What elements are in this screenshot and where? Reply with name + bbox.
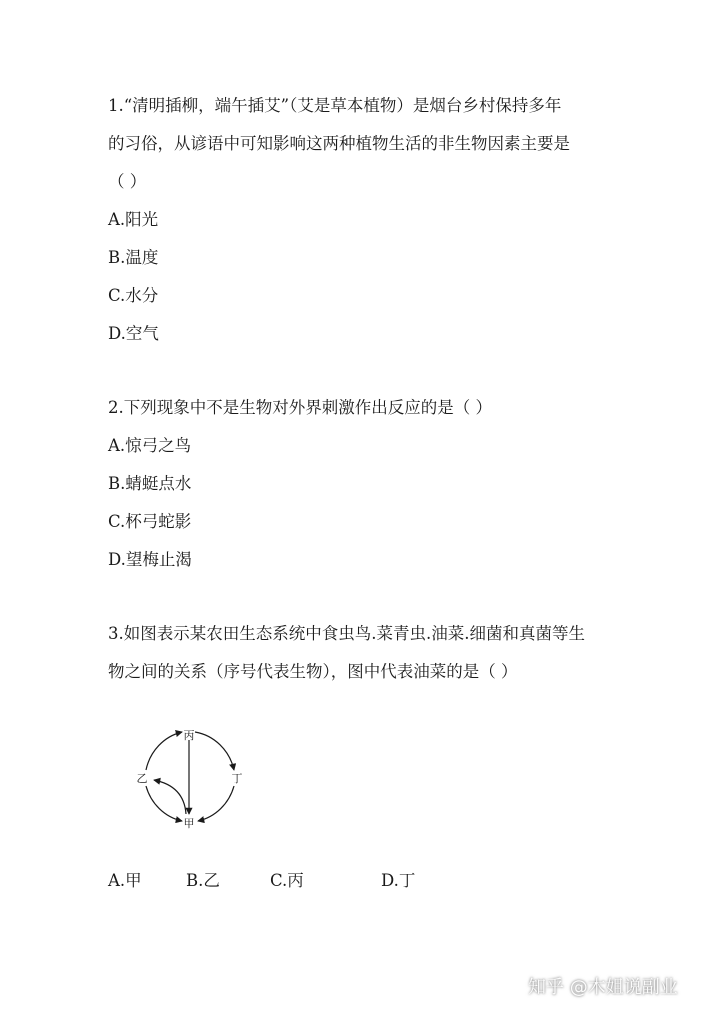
q1-stem-line-2: 的习俗，从谚语中可知影响这两种植物生活的非生物因素主要是	[108, 134, 570, 153]
q3-option-c: C.丙	[270, 871, 304, 890]
node-bottom-label: 甲	[183, 817, 195, 830]
q1-stem-line-3: （ ）	[108, 172, 147, 191]
q3-stem-line-1: 3.如图表示某农田生态系统中食虫鸟.菜青虫.油菜.细菌和真菌等生	[108, 624, 585, 643]
node-top-label: 丙	[183, 729, 195, 742]
q3-option-d: D.丁	[381, 871, 416, 890]
zhihu-watermark: 知乎 @木姐说副业	[528, 977, 678, 998]
food-web-diagram	[120, 718, 260, 836]
q3-option-a: A.甲	[108, 871, 142, 890]
q1-option-b: B.温度	[108, 248, 159, 267]
arrow-top-to-right	[195, 732, 234, 770]
q2-option-b: B.蜻蜓点水	[108, 474, 192, 493]
q1-option-a: A.阳光	[108, 210, 159, 229]
q1-stem-line-1: 1.“清明插柳，端午插艾”（艾是草本植物）是烟台乡村保持多年	[108, 96, 562, 115]
arrow-left-to-top	[146, 732, 182, 770]
q3-option-b: B.乙	[186, 871, 220, 890]
q2-option-a: A.惊弓之鸟	[108, 436, 192, 455]
q3-stem-line-2: 物之间的关系（序号代表生物），图中代表油菜的是（ ）	[108, 662, 518, 681]
node-right-label: 丁	[231, 772, 243, 785]
q1-option-d: D.空气	[108, 324, 159, 343]
node-left-label: 乙	[136, 772, 148, 785]
q2-option-c: C.杯弓蛇影	[108, 512, 192, 531]
arrow-right-to-bottom	[198, 786, 234, 821]
q2-stem-line-1: 2.下列现象中不是生物对外界刺激作出反应的是（ ）	[108, 398, 492, 417]
q2-option-d: D.望梅止渴	[108, 550, 192, 569]
q1-option-c: C.水分	[108, 286, 159, 305]
